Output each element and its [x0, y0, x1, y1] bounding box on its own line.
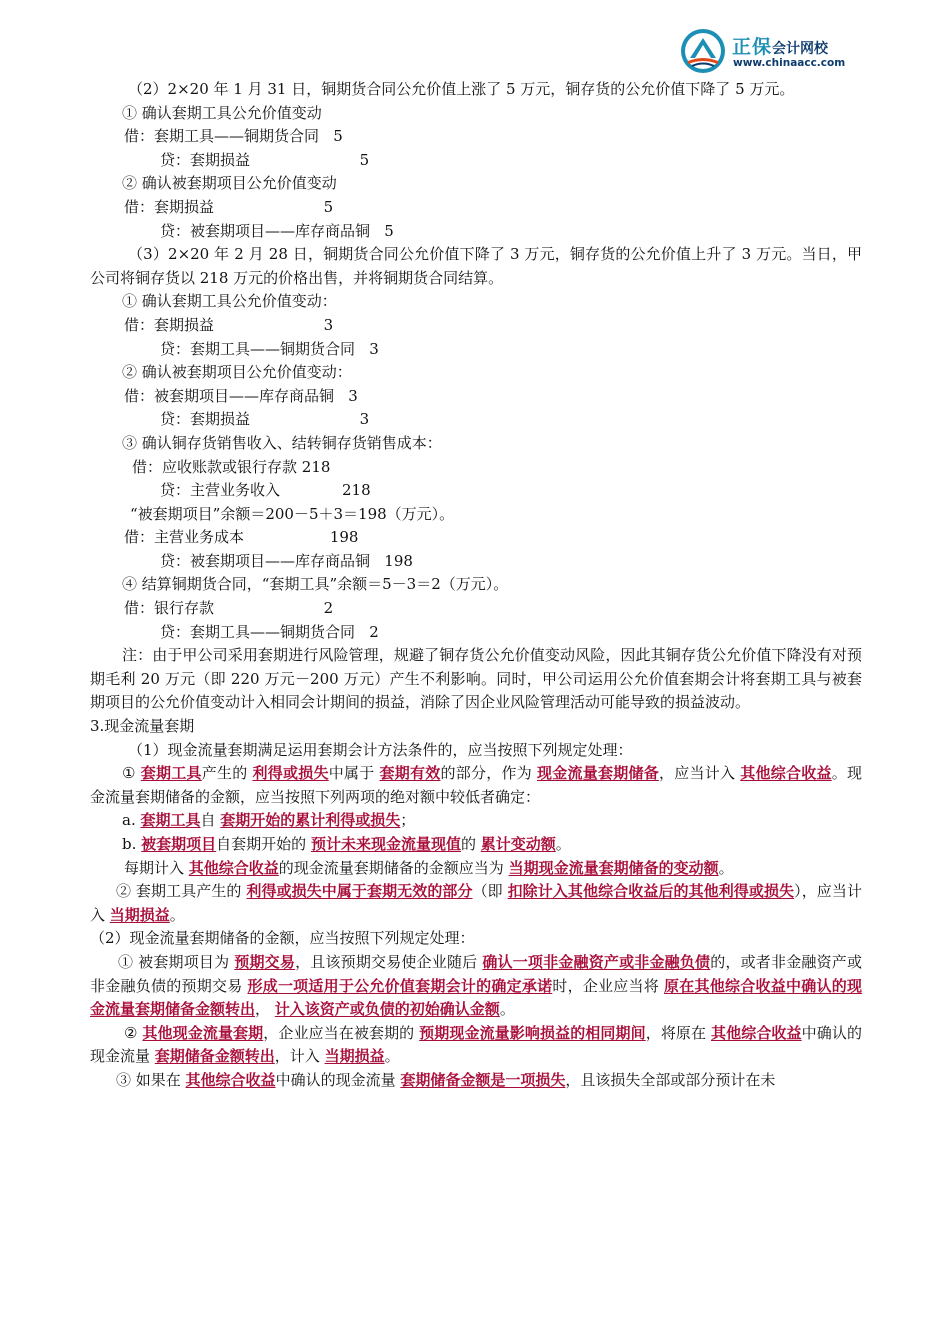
paragraph: ② 确认被套期项目公允价值变动：: [122, 363, 352, 382]
keyword: 其他综合收益: [185, 1070, 276, 1089]
journal-credit: 贷：被套期项目——库存商品铜 5: [160, 221, 394, 240]
journal-credit: 贷：被套期项目——库存商品铜 198: [160, 551, 413, 570]
keyword: 确认一项非金融资产或非金融负债: [482, 952, 711, 971]
logo-url: www.chinaacc.com: [733, 57, 846, 69]
keyword: 预计未来现金流量现值: [310, 835, 461, 853]
journal-debit: 借：被套期项目——库存商品铜 3: [124, 386, 358, 405]
keyword: 其他现金流量套期: [142, 1023, 264, 1042]
logo-title: 正保会计网校: [732, 36, 829, 58]
note-paragraph: 注：由于甲公司采用套期进行风险管理，规避了铜存货公允价值变动风险，因此其铜存货公允价值下降没有对预期毛利 20 万元（即 220 万元－200 万元）产生不利影响。同时，甲公司运用公允价值套期会计将套期工具与被套期项目的公允价值变动计入相同会计期间的损益，消除了因企业风险管理活动可能导致的损益波动。: [90, 646, 862, 712]
paragraph: ③ 确认铜存货销售收入、结转铜存货销售成本：: [122, 433, 442, 452]
keyword: 当期损益: [324, 1047, 385, 1066]
keyword: 其他综合收益: [188, 858, 279, 877]
paragraph: （3）2×20 年 2 月 28 日，铜期货合同公允价值下降了 3 万元，铜存货的公允价值上升了 3 万元。当日，甲公司将铜存货以 218 万元的价格出售，并将铜期货合同结算。: [90, 245, 862, 287]
keyword: 当期损益: [109, 905, 170, 924]
journal-debit: 借：主营业务成本 198: [124, 528, 359, 547]
rule-paragraph: 每期计入 其他综合收益的现金流量套期储备的金额应当为 当期现金流量套期储备的变动额。: [124, 858, 734, 877]
paragraph: （2）现金流量套期储备的金额，应当按照下列规定处理：: [90, 929, 475, 948]
keyword: 利得或损失中属于套期无效的部分: [246, 882, 473, 901]
keyword: 套期储备金额转出: [154, 1047, 275, 1066]
rule-item: a. 套期工具自 套期开始的累计利得或损失；: [122, 811, 416, 830]
keyword: 套期有效: [379, 764, 441, 783]
keyword: 现金流量套期储备: [536, 764, 659, 783]
keyword: 累计变动额: [480, 835, 556, 853]
keyword: 其他综合收益: [740, 764, 832, 783]
keyword: 当期现金流量套期储备的变动额: [508, 858, 719, 877]
paragraph: （1）现金流量套期满足运用套期会计方法条件的，应当按照下列规定处理：: [128, 740, 633, 759]
rule-item: b. 被套期项目自套期开始的 预计未来现金流量现值的 累计变动额。: [122, 835, 571, 853]
rule-paragraph: ① 被套期项目为 预期交易，且该预期交易使企业随后 确认一项非金融资产或非金融负债的，或者非金融资产或非金融负债的预期交易 形成一项适用于公允价值套期会计的确定承诺时，企业应当将 原在其他综合收益中确认的现金流量套期储备金额转出， 计入该资产或负债的初始确认金额。: [90, 952, 862, 1019]
logo-emblem-icon: [680, 28, 726, 74]
rule-paragraph: ② 其他现金流量套期，企业应当在被套期的 预期现金流量影响损益的相同期间，将原在 其他综合收益中确认的现金流量 套期储备金额转出，计入 当期损益。: [90, 1023, 862, 1066]
journal-credit: 贷：套期损益 5: [160, 150, 370, 169]
keyword: 被套期项目: [141, 835, 217, 853]
paragraph: “被套期项目”余额＝200－5＋3＝198（万元）。: [130, 504, 455, 523]
keyword: 形成一项适用于公允价值套期会计的确定承诺: [247, 976, 553, 995]
journal-debit: 借：应收账款或银行存款 218: [132, 457, 331, 476]
keyword: 预期现金流量影响损益的相同期间: [419, 1023, 646, 1042]
cropped-header-fragment: [92, 28, 192, 42]
journal-credit: 贷：套期工具——铜期货合同 2: [160, 622, 379, 641]
journal-debit: 借：套期损益 5: [124, 197, 334, 216]
keyword: 套期储备金额是一项损失: [400, 1070, 566, 1089]
journal-credit: 贷：套期工具——铜期货合同 3: [160, 339, 379, 358]
keyword: 原在其他综合收益中确认的现金流量套期储备金额转出: [90, 976, 862, 1019]
rule-paragraph: ① 套期工具产生的 利得或损失中属于 套期有效的部分，作为 现金流量套期储备，应当计入 其他综合收益。现金流量套期储备的金额，应当按照下列两项的绝对额中较低者确定：: [90, 764, 862, 806]
keyword: 计入该资产或负债的初始确认金额: [274, 1000, 500, 1019]
journal-debit: 借：套期工具——铜期货合同 5: [124, 127, 343, 146]
keyword: 套期工具: [140, 764, 202, 783]
brand-logo[interactable]: [676, 26, 866, 74]
keyword: 预期交易: [234, 952, 296, 971]
paragraph: ① 确认套期工具公允价值变动：: [122, 292, 337, 311]
rule-paragraph: ② 套期工具产生的 利得或损失中属于套期无效的部分（即 扣除计入其他综合收益后的其他利得或损失），应当计入 当期损益。: [90, 882, 862, 924]
journal-debit: 借：套期损益 3: [124, 315, 334, 334]
keyword: 其他综合收益: [711, 1023, 802, 1042]
journal-credit: 贷：套期损益 3: [160, 410, 370, 429]
paragraph: （2）2×20 年 1 月 31 日，铜期货合同公允价值上涨了 5 万元，铜存货的公允价值下降了 5 万元。: [128, 80, 795, 98]
keyword: 套期开始的累计利得或损失: [220, 811, 401, 830]
keyword: 扣除计入其他综合收益后的其他利得或损失: [507, 882, 795, 901]
keyword: 利得或损失: [252, 764, 329, 783]
keyword: 套期工具: [140, 811, 201, 830]
paragraph: ② 确认被套期项目公允价值变动: [122, 174, 337, 193]
journal-debit: 借：银行存款 2: [124, 599, 334, 618]
rule-paragraph: ③ 如果在 其他综合收益中确认的现金流量 套期储备金额是一项损失，且该损失全部或部分预计在未: [116, 1070, 776, 1089]
section-heading: 3.现金流量套期: [90, 717, 195, 736]
journal-credit: 贷：主营业务收入 218: [160, 481, 371, 500]
paragraph: ④ 结算铜期货合同，“套期工具”余额＝5－3＝2（万元）。: [122, 575, 509, 594]
paragraph: ① 确认套期工具公允价值变动: [122, 103, 322, 122]
document-body: [90, 78, 862, 1093]
